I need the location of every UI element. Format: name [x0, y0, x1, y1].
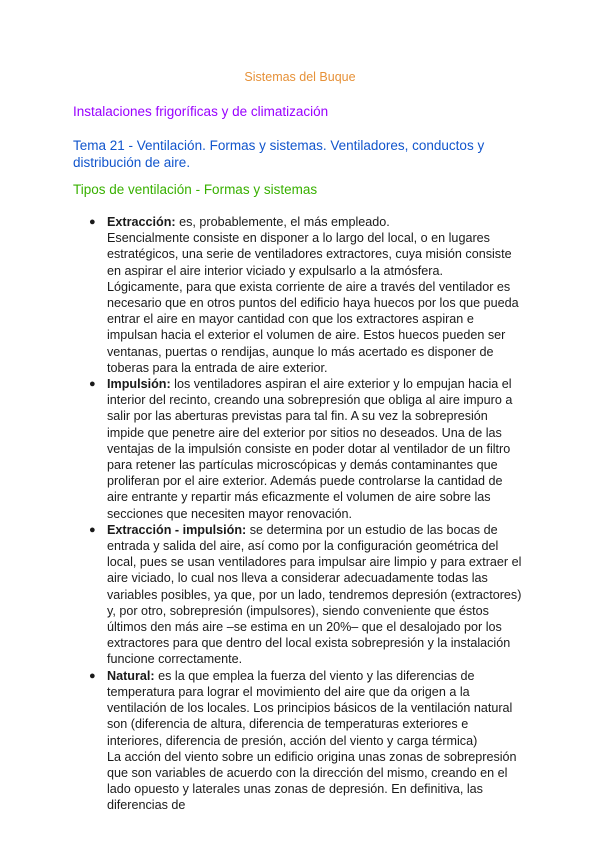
item-lead: es la que emplea la fuerza del viento y las diferencias de temperatura para lograr el movimiento del aire que da origen a la ventilación de los locales. Los principios básicos de la ventilación natural son (diferencia de altura, diferencia de temperaturas exteriores e interiores, diferencia de presión, acción del viento y carga térmica)	[107, 668, 513, 748]
bullet-icon: ●	[89, 523, 96, 536]
item-lead: se determina por un estudio de las bocas de entrada y salida del aire, así como por la configuración geométrica del local, pues se usan ventiladores para impulsar aire limpio y para extraer el aire viciado, lo cual nos lleva a considerar adecuadamente todas las variables posibles, ya que, por un lado, tendremos depresión (extractores) y, por otro, sobrepresión (impulsores), siendo conveniente que éstos últimos den más aire –se estima en un 20%– que el desalojado por los extractores para que dentro del local exista sobrepresión y la instalación funcione correctamente.	[107, 522, 522, 667]
item-term: Extracción:	[107, 215, 176, 229]
list-item-extraccion	[0, 214, 522, 376]
item-term: Natural:	[107, 668, 155, 683]
list-item-natural	[0, 668, 522, 814]
item-body: La acción del viento sobre un edificio origina unas zonas de sobrepresión que son variables de acuerdo con la dirección del mismo, creando en el lado opuesto y laterales unas zonas de depresión. En definitiva, las diferencias de	[107, 749, 517, 813]
document-subtitle: Instalaciones frigoríficas y de climatización	[73, 104, 329, 119]
section-heading: Tipos de ventilación - Formas y sistemas	[73, 182, 318, 197]
document-title: Sistemas del Buque	[244, 70, 356, 84]
item-body: Esencialmente consiste en disponer a lo largo del local, o en lugares estratégicos, una serie de ventiladores extractores, cuya misión consiste en aspirar el aire interior viciado y expulsarlo a la atmósfera. Lógicamente, para que exista corriente de aire a través del ventilador es necesario que en otros puntos del edificio haya huecos por los que pueda entrar el aire en mayor cantidad con que los extractores aspiran e impulsan hacia el exterior el volumen de aire. Estos huecos pueden ser ventanas, puertas o rendijas, aunque lo más acertado es disponer de toberas para la entrada de aire exterior.	[107, 231, 519, 375]
list-item-extraccion-impulsion	[0, 522, 522, 668]
bullet-icon: ●	[89, 216, 96, 228]
ventilation-types-list	[0, 214, 600, 814]
item-lead: los ventiladores aspiran el aire exterior y lo empujan hacia el interior del recinto, creando una sobrepresión que obliga al aire impuro a salir por las aberturas previstas para tal fin. A su vez la sobrepresión impide que penetre aire del exterior por sitios no deseados. Una de las ventajas de la impulsión consiste en poder dotar al ventilador de un filtro para retener las partículas microscópicas y demás contaminantes que proliferan por el aire exterior. Además puede controlarse la cantidad de aire entrante y repartir más eficazmente el volumen de aire sobre las secciones que necesiten mayor renovación.	[107, 377, 513, 521]
item-lead: es, probablemente, el más empleado.	[175, 215, 390, 229]
item-term: Extracción - impulsión:	[107, 522, 247, 537]
bullet-icon: ●	[89, 669, 96, 682]
list-item-impulsion	[0, 376, 522, 522]
item-term: Impulsión:	[107, 377, 171, 392]
theme-heading: Tema 21 - Ventilación. Formas y sistemas. Ventiladores, conductos y distribución de aire.	[73, 138, 485, 170]
bullet-icon: ●	[89, 378, 96, 391]
